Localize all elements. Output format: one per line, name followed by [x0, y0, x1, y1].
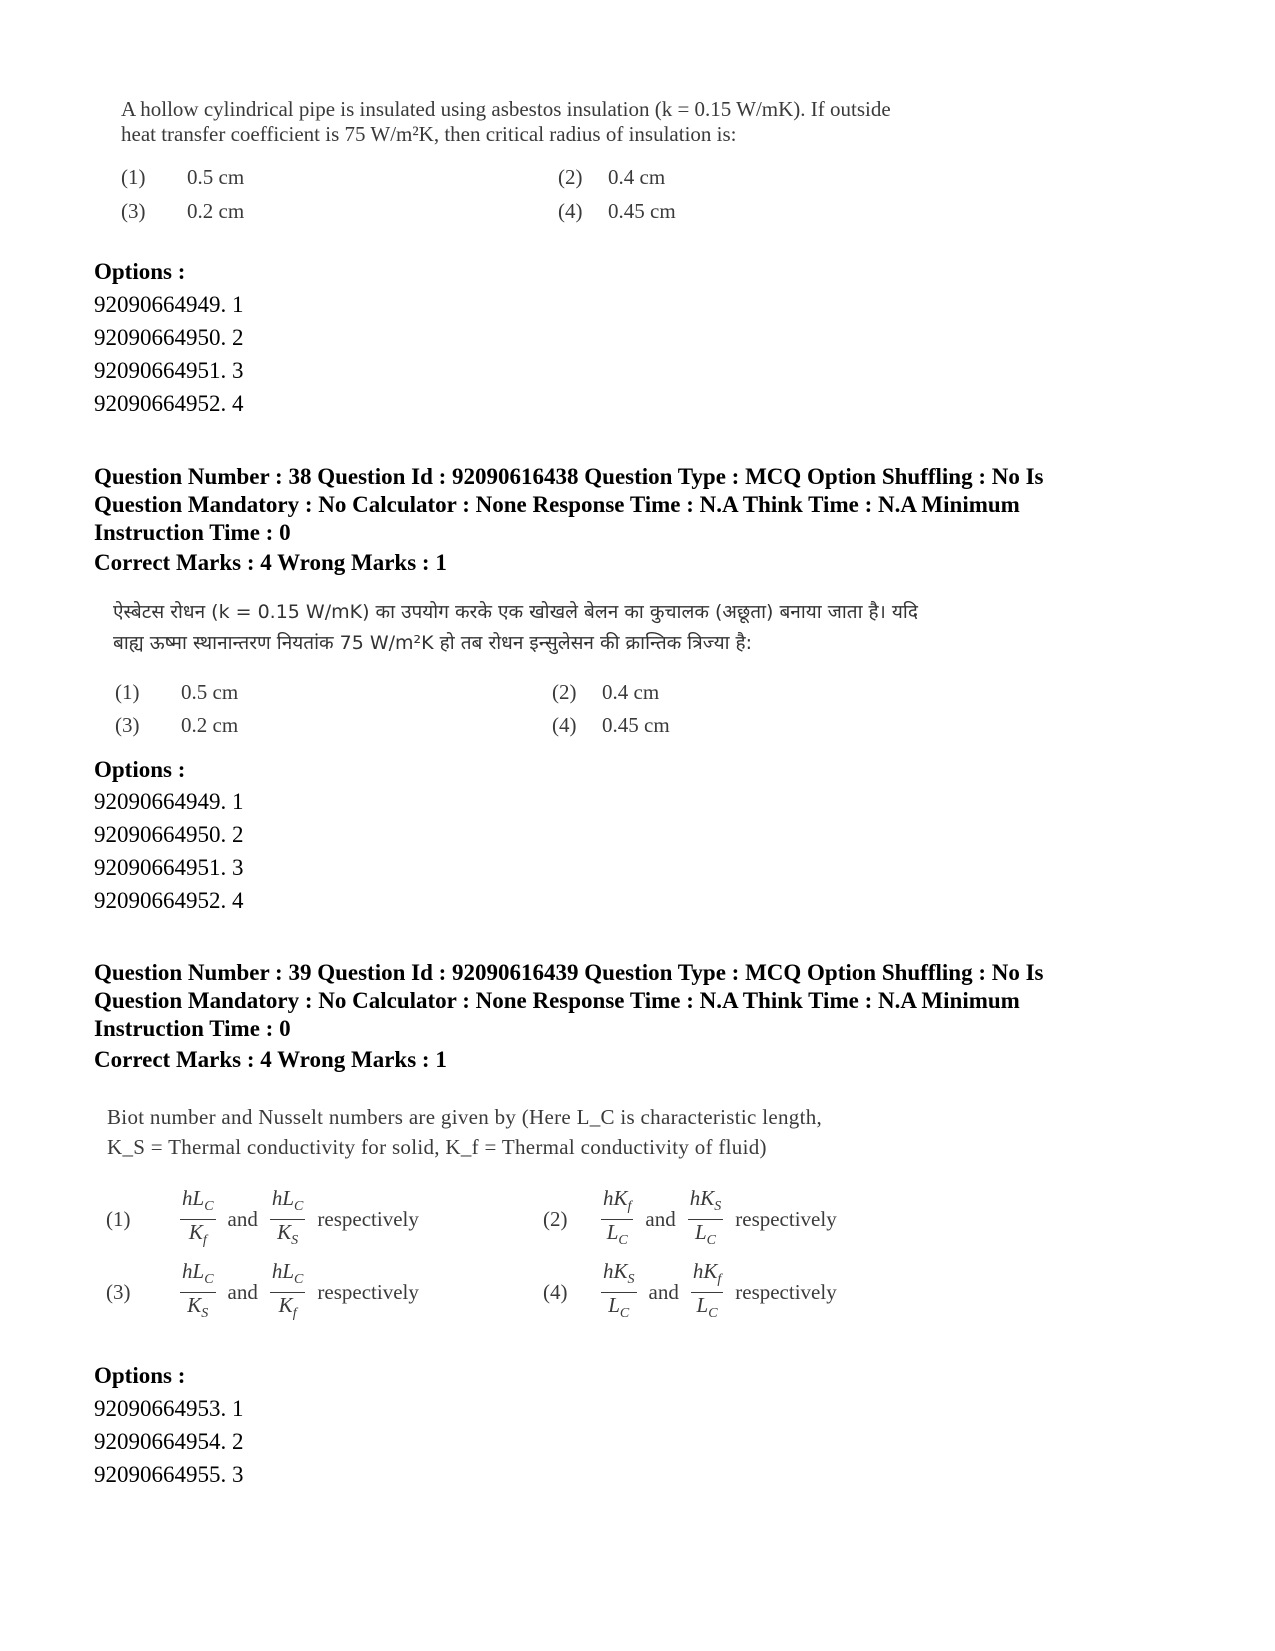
choice-value: 0.5 cm [181, 680, 239, 704]
option-item: 92090664954. 2 [94, 1429, 244, 1454]
and-word: and [648, 1280, 679, 1305]
choice-number: (2) [552, 680, 577, 704]
and-word: and [227, 1280, 258, 1305]
q37-text-line1: A hollow cylindrical pipe is insulated using asbestos insulation (k = 0.15 W/mK). If outside [121, 97, 891, 121]
q38-choice-4 [552, 713, 670, 738]
fraction-hLc-over-Kf: $\frac{hL_C}{K_f}$ [182, 1186, 214, 1249]
q38-text-line2: बाह्य ऊष्मा स्थानान्तरण नियतांक 75 W/m²K हो तब रोधन इन्सुलेसन की क्रान्तिक त्रिज्या है: [113, 632, 753, 654]
q37-choice-4 [558, 199, 676, 224]
q39-choice-1 [106, 1186, 423, 1253]
choice-number: (4) [558, 199, 583, 223]
q39-header-line2: Question Mandatory : No Calculator : None Response Time : N.A Think Time : N.A Minimum [94, 988, 1020, 1013]
choice-value: 0.45 cm [608, 199, 676, 223]
fraction-hKs-over-Lc: $\frac{hK_S}{L_C}$ [689, 1186, 722, 1249]
q38-marks: Correct Marks : 4 Wrong Marks : 1 [94, 550, 447, 575]
q39-choice-4 [543, 1259, 841, 1326]
option-item: 92090664950. 2 [94, 325, 244, 350]
fraction-hLc-over-Ks: $\frac{hL_C}{K_S}$ [182, 1259, 214, 1322]
respectively-word: respectively [317, 1280, 419, 1305]
option-item: 92090664953. 1 [94, 1396, 244, 1421]
choice-value: 0.2 cm [181, 713, 239, 737]
fraction-hKf-over-Lc: $\frac{hK_f}{L_C}$ [603, 1186, 632, 1249]
q38-question-text [113, 597, 1163, 659]
respectively-word: respectively [317, 1207, 419, 1232]
choice-number: (3) [115, 713, 140, 737]
q38-header-line2: Question Mandatory : No Calculator : None Response Time : N.A Think Time : N.A Minimum [94, 492, 1020, 517]
q39-header-line3: Instruction Time : 0 [94, 1016, 291, 1041]
choice-value: 0.4 cm [602, 680, 660, 704]
fraction-hKs-over-Lc: $\frac{hK_S}{L_C}$ [603, 1259, 635, 1322]
choice-value: 0.2 cm [187, 199, 245, 223]
choice-number: (2) [543, 1207, 568, 1232]
q39-choice-3 [106, 1259, 423, 1326]
q39-text-line1: Biot number and Nusselt numbers are given by (Here L_C is characteristic length, [107, 1105, 823, 1129]
fraction-hLc-over-Kf: $\frac{hL_C}{K_f}$ [271, 1259, 304, 1322]
choice-number: (2) [558, 165, 583, 189]
q38-choice-2 [552, 680, 659, 705]
choice-number: (3) [121, 199, 146, 223]
and-word: and [645, 1207, 676, 1232]
q39-choice-2 [543, 1186, 841, 1253]
q37-text-line2: heat transfer coefficient is 75 W/m²K, then critical radius of insulation is: [121, 122, 737, 146]
respectively-word: respectively [735, 1280, 837, 1305]
fraction-hLc-over-Ks: $\frac{hL_C}{K_S}$ [271, 1186, 304, 1249]
q39-header-line1: Question Number : 39 Question Id : 92090616439 Question Type : MCQ Option Shuffling : No Is [94, 960, 1044, 985]
choice-number: (3) [106, 1280, 131, 1305]
option-item: 92090664952. 4 [94, 391, 244, 416]
q37-choice-3 [121, 199, 244, 224]
q38-text-line1: ऐस्बेटस रोधन (k = 0.15 W/mK) का उपयोग करके एक खोखले बेलन का कुचालक (अछूता) बनाया जाता है। यदि [113, 601, 918, 623]
choice-number: (1) [106, 1207, 131, 1232]
q38-header [94, 463, 1194, 547]
option-item: 92090664951. 3 [94, 855, 244, 880]
q38-choice-1 [115, 680, 238, 705]
q38-header-line1: Question Number : 38 Question Id : 92090616438 Question Type : MCQ Option Shuffling : No Is [94, 464, 1044, 489]
and-word: and [227, 1207, 258, 1232]
fraction-hKf-over-Lc: $\frac{hK_f}{L_C}$ [692, 1259, 722, 1322]
q39-header [94, 959, 1194, 1043]
option-item: 92090664949. 1 [94, 789, 244, 814]
choice-number: (4) [543, 1280, 568, 1305]
choice-number: (1) [121, 165, 146, 189]
q37-options-list [94, 288, 244, 420]
choice-value: 0.4 cm [608, 165, 666, 189]
option-item: 92090664949. 1 [94, 292, 244, 317]
q37-options-label: Options : [94, 259, 186, 284]
q38-header-line3: Instruction Time : 0 [94, 520, 291, 545]
q37-question-text [121, 97, 1121, 147]
q38-options-list [94, 785, 244, 917]
q38-choice-3 [115, 713, 238, 738]
choice-value: 0.45 cm [602, 713, 670, 737]
respectively-word: respectively [735, 1207, 837, 1232]
q39-options-label: Options : [94, 1363, 186, 1388]
choice-number: (4) [552, 713, 577, 737]
q39-marks: Correct Marks : 4 Wrong Marks : 1 [94, 1047, 447, 1072]
option-item: 92090664950. 2 [94, 822, 244, 847]
option-item: 92090664955. 3 [94, 1462, 244, 1487]
choice-number: (1) [115, 680, 140, 704]
q37-choice-1 [121, 165, 244, 190]
q37-choice-2 [558, 165, 665, 190]
q39-text-line2: K_S = Thermal conductivity for solid, K_f = Thermal conductivity of fluid) [107, 1135, 767, 1159]
option-item: 92090664951. 3 [94, 358, 244, 383]
option-item: 92090664952. 4 [94, 888, 244, 913]
choice-value: 0.5 cm [187, 165, 245, 189]
q39-question-text [107, 1102, 1007, 1162]
q39-options-list [94, 1392, 244, 1491]
q38-options-label: Options : [94, 757, 186, 782]
